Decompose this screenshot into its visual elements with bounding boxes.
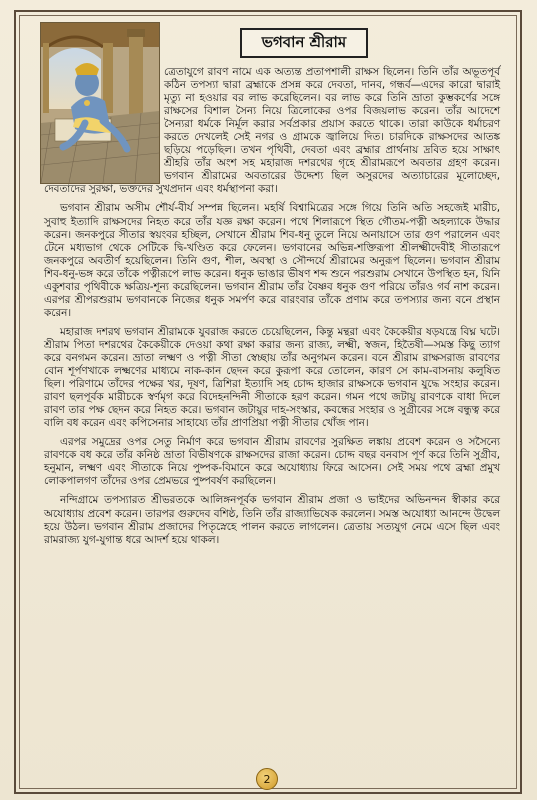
paragraph-1: ত্রেতাযুগে রাবণ নামে এক অত্যন্ত প্রতাপশালী রাক্ষস ছিলেন। তিনি তাঁর অভূতপূর্ব কঠিন তপস্যা দ্বারা ব্রহ্মাকে প্রসন্ন করে দেবতা, দানব, গন্ধর্ব—এদের কারো দ্বারাই মৃত্যু না হওয়ার বর লাভ করেছিলেন। বর লাভ করে তিনি ভ্রাতা কুম্ভকর্ণের সঙ্গে রাক্ষসের বিশাল সৈন্য নিয়ে ত্রিলোকের ওপর বিজয়লাভ করেন। তাঁর আদেশে সৈন্যরা ধর্মকে নির্মূল করার সর্বপ্রকার প্রয়াস করতে থাকে। তারা কাউকে ধর্মাচরণ করতে দেখলেই সেই নগর ও গ্রামকে জ্বালিয়ে দিত। চারদিকে রাক্ষসদের আতঙ্ক ছড়িয়ে পড়েছিল। তখন পৃথিবী, দেবতা এবং ব্রহ্মার প্রার্থনায় দ্রবিত হয়ে সাক্ষাৎ শ্রীহরি তাঁর অংশ সহ মহারাজ দশরথের গৃহে শ্রীরামরূপে অবতার গ্রহণ করেন। ভগবান শ্রীরামের অবতারের উদ্দেশ্য ছিল অসুরদের অত্যাচারের মূলোচ্ছেদ, দেবতাদের সুরক্ষা, ভক্তদের সুখপ্রদান এবং ধর্মস্থাপনা করা। bbox=[44, 66, 500, 196]
page-number: 2 bbox=[256, 768, 278, 790]
illustration-text-wrap-space bbox=[40, 66, 158, 178]
page-title: ভগবান শ্রীরাম bbox=[240, 28, 368, 58]
paragraph-5: নন্দিগ্রামে তপস্যারত শ্রীভরতকে আলিঙ্গনপূর্বক ভগবান শ্রীরাম প্রজা ও ভাইদের অভিনন্দন স্বীকার করে অযোধ্যায় প্রবেশ করেন। তারপর গুরুদেব বশিষ্ঠ, তিনি তাঁর রাজ্যাভিষেক করলেন। সমস্ত অযোধ্যা আনন্দে উদ্বেল হয়ে উঠল। ভগবান শ্রীরাম প্রজাদের পিতৃস্নেহে পালন করতে লাগলেন। ত্রেতায় সত্যযুগ নেমে এসে ছিল এবং রামরাজ্য যুগ-যুগান্ত ধরে আদর্শ হয়ে থাকল। bbox=[44, 494, 500, 546]
paragraph-2: ভগবান শ্রীরাম অসীম শৌর্য-বীর্য সম্পন্ন ছিলেন। মহর্ষি বিশ্বামিত্রের সঙ্গে গিয়ে তিনি অতি সহজেই মারীচ, সুবাহু ইত্যাদি রাক্ষসদের নিহত করে তাঁর যজ্ঞ রক্ষা করেন। পথে শিলারূপে স্থিত গৌতম-পত্নী অহল্যাকে উদ্ধার করেন। জনকপুরে সীতার স্বয়ংবর হচ্ছিল, সেখানে শ্রীরাম শিব-ধনু তুলে নিয়ে অনায়াসে তার গুণ পরালেন এবং টেনে মধ্যভাগ থেকে সেটিকে দ্বি-খণ্ডিত করে ফেলেন। ভগবানের অভিন্ন-শক্তিরূপা শ্রীলক্ষ্মীদেবীই সীতারূপে জনকপুরে অবতীর্ণ হয়েছিলেন। তিনি গুণ, শীল, অবস্থা ও সৌন্দর্যে শ্রীরামের অনুরূপ ছিলেন। ভগবান শ্রীরাম শিব-ধনু-ভঙ্গ করে তাঁকে পত্নীরূপে লাভ করেন। ধনুক ভাঙার ভীষণ শব্দ শুনে পরশুরাম সেখানে উপস্থিত হন, যিনি একুশবার পৃথিবীকে ক্ষত্রিয়-শূন্য করেছিলেন। ভগবান শ্রীরাম তাঁর বৈষ্ণব ধনুক গুণ পরিয়ে তাঁরও গর্ব নাশ করেন। এরপর শ্রীপরশুরাম ভগবানকে নিজের ধনুক সমর্পণ করে বারংবার তাঁকে প্রণাম করে তপস্যার জন্য বনে প্রস্থান করেন। bbox=[44, 202, 500, 319]
article-body bbox=[44, 66, 500, 553]
paragraph-3: মহারাজ দশরথ ভগবান শ্রীরামকে যুবরাজ করতে চেয়েছিলেন, কিন্তু মন্থরা এবং কৈকেয়ীর ষড়যন্ত্রে বিঘ্ন ঘটে। শ্রীরাম পিতা দশরথের কৈকেয়ীকে দেওয়া কথা রক্ষা করার জন্য রাজ্য, লক্ষ্মী, স্বজন, হিতৈষী—সমস্ত কিছু ত্যাগ করে বনগমন করেন। ভ্রাতা লক্ষ্মণ ও পত্নী সীতা স্বেচ্ছায় তাঁর অনুগমন করেন। বনে শ্রীরাম রাক্ষসরাজ রাবণের বোন শূর্পণখাকে লক্ষ্মণের মাধ্যমে নাক-কান ছেদন করে কুরূপা করে তোলেন, কারণ সে কাম-বাসনায় কলুষিত ছিল। পরিণামে তাঁদের পক্ষের খর, দূষণ, ত্রিশিরা ইত্যাদি সহ চোদ্দ হাজার রাক্ষসকে ভগবান যুদ্ধে সংহার করেন। রাবণ ছলপূর্বক মারীচকে স্বর্ণমৃগ করে বিদেহনন্দিনী সীতাকে হরণ করেন। গমন পথে জটায়ু রাবণকে বাধা দিলে রাবণ তার পক্ষ ছেদন করে নিহত করে। ভগবান জটায়ুর দাহ-সংস্কার, কবন্ধের সংহার ও সুগ্রীবের সঙ্গে বন্ধুত্ব করে বালি বধ করেন এবং কপিসেনার সাহায্যে তাঁর প্রাণপ্রিয়া পত্নী সীতার খোঁজ পান। bbox=[44, 325, 500, 430]
paragraph-4: এরপর সমুদ্রের ওপর সেতু নির্মাণ করে ভগবান শ্রীরাম রাবণের সুরক্ষিত লঙ্কায় প্রবেশ করেন ও সসৈন্যে রাবণকে বধ করে তাঁর কনিষ্ঠ ভ্রাতা বিভীষণকে রাক্ষসদের রাজা করেন। চোদ্দ বছর বনবাস পূর্ণ করে তিনি সুগ্রীব, হনুমান, লক্ষ্মণ এবং সীতাকে নিয়ে পুষ্পক-বিমানে করে অযোধ্যায় ফিরে আসেন। সেই সময় পথে ব্রহ্মা প্রমুখ লোকপালগণ তাঁদের ওপর প্রেমভরে পুষ্পবর্ষণ করছিলেন। bbox=[44, 436, 500, 488]
